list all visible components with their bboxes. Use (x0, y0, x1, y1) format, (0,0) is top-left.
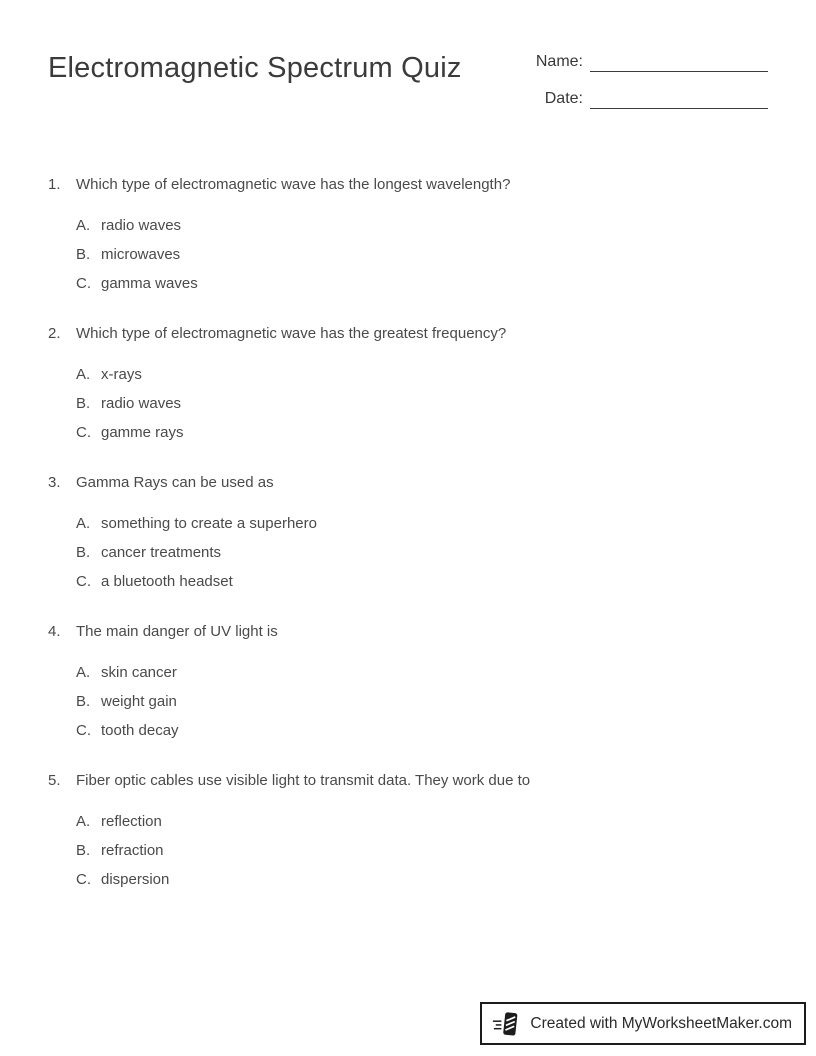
option-letter: B. (76, 842, 91, 859)
question-text: Fiber optic cables use visible light to transmit data. They work due to (76, 772, 531, 789)
option-item (76, 573, 768, 591)
option-item (76, 217, 768, 235)
option-letter: B. (76, 693, 91, 710)
option-list (76, 366, 768, 442)
option-letter: B. (76, 395, 91, 412)
option-item (76, 275, 768, 293)
question-text: Gamma Rays can be used as (76, 474, 274, 491)
option-letter: A. (76, 217, 91, 234)
option-letter: C. (76, 424, 91, 441)
question-text: The main danger of UV light is (76, 623, 278, 640)
footer-credit-text: Created with MyWorksheetMaker.com (530, 1014, 792, 1032)
option-item (76, 722, 768, 740)
question-text: Which type of electromagnetic wave has the longest wavelength? (76, 176, 511, 193)
option-item (76, 246, 768, 264)
date-row (523, 89, 768, 109)
option-item (76, 813, 768, 831)
option-letter: A. (76, 515, 91, 532)
option-text: gamma waves (101, 275, 198, 292)
question-text-row (48, 325, 768, 343)
option-text: weight gain (101, 693, 177, 710)
option-letter: C. (76, 722, 91, 739)
question-item (48, 176, 768, 293)
option-letter: B. (76, 246, 91, 263)
question-item (48, 623, 768, 740)
option-list (76, 813, 768, 889)
option-item (76, 842, 768, 860)
question-item (48, 325, 768, 442)
worksheet-maker-logo-icon (492, 1009, 522, 1039)
option-text: x-rays (101, 366, 142, 383)
question-number: 4. (48, 623, 61, 640)
option-item (76, 544, 768, 562)
option-item (76, 366, 768, 384)
name-row (523, 52, 768, 72)
option-text: refraction (101, 842, 164, 859)
option-text: something to create a superhero (101, 515, 317, 532)
question-number: 3. (48, 474, 61, 491)
question-text-row (48, 623, 768, 641)
question-item (48, 772, 768, 889)
question-item (48, 474, 768, 591)
name-label: Name: (535, 53, 583, 70)
option-letter: B. (76, 544, 91, 561)
question-text-row (48, 176, 768, 194)
option-item (76, 424, 768, 442)
option-letter: A. (76, 366, 91, 383)
option-text: radio waves (101, 217, 182, 234)
option-list (76, 664, 768, 740)
name-date-fields (523, 48, 768, 126)
option-letter: C. (76, 275, 91, 292)
date-label: Date: (544, 90, 583, 107)
option-text: reflection (101, 813, 162, 830)
question-number: 2. (48, 325, 61, 342)
option-item (76, 395, 768, 413)
date-blank-line (590, 89, 768, 109)
name-blank-line (590, 52, 768, 72)
question-text: Which type of electromagnetic wave has the greatest frequency? (76, 325, 507, 342)
option-item (76, 515, 768, 533)
option-text: dispersion (101, 871, 170, 888)
option-text: radio waves (101, 395, 182, 412)
option-text: skin cancer (101, 664, 177, 681)
header (48, 48, 768, 126)
question-number: 5. (48, 772, 61, 789)
option-letter: A. (76, 813, 91, 830)
option-list (76, 217, 768, 293)
option-list (76, 515, 768, 591)
option-text: microwaves (101, 246, 181, 263)
option-letter: C. (76, 573, 91, 590)
option-letter: C. (76, 871, 91, 888)
option-letter: A. (76, 664, 91, 681)
option-text: tooth decay (101, 722, 179, 739)
option-text: gamme rays (101, 424, 184, 441)
question-text-row (48, 474, 768, 492)
page-title: Electromagnetic Spectrum Quiz (48, 52, 462, 84)
option-item (76, 871, 768, 889)
question-text-row (48, 772, 768, 790)
option-item (76, 693, 768, 711)
question-list (48, 176, 768, 889)
option-text: cancer treatments (101, 544, 222, 561)
question-number: 1. (48, 176, 61, 193)
option-text: a bluetooth headset (101, 573, 233, 590)
option-item (76, 664, 768, 682)
footer-credit-badge (480, 1002, 806, 1045)
